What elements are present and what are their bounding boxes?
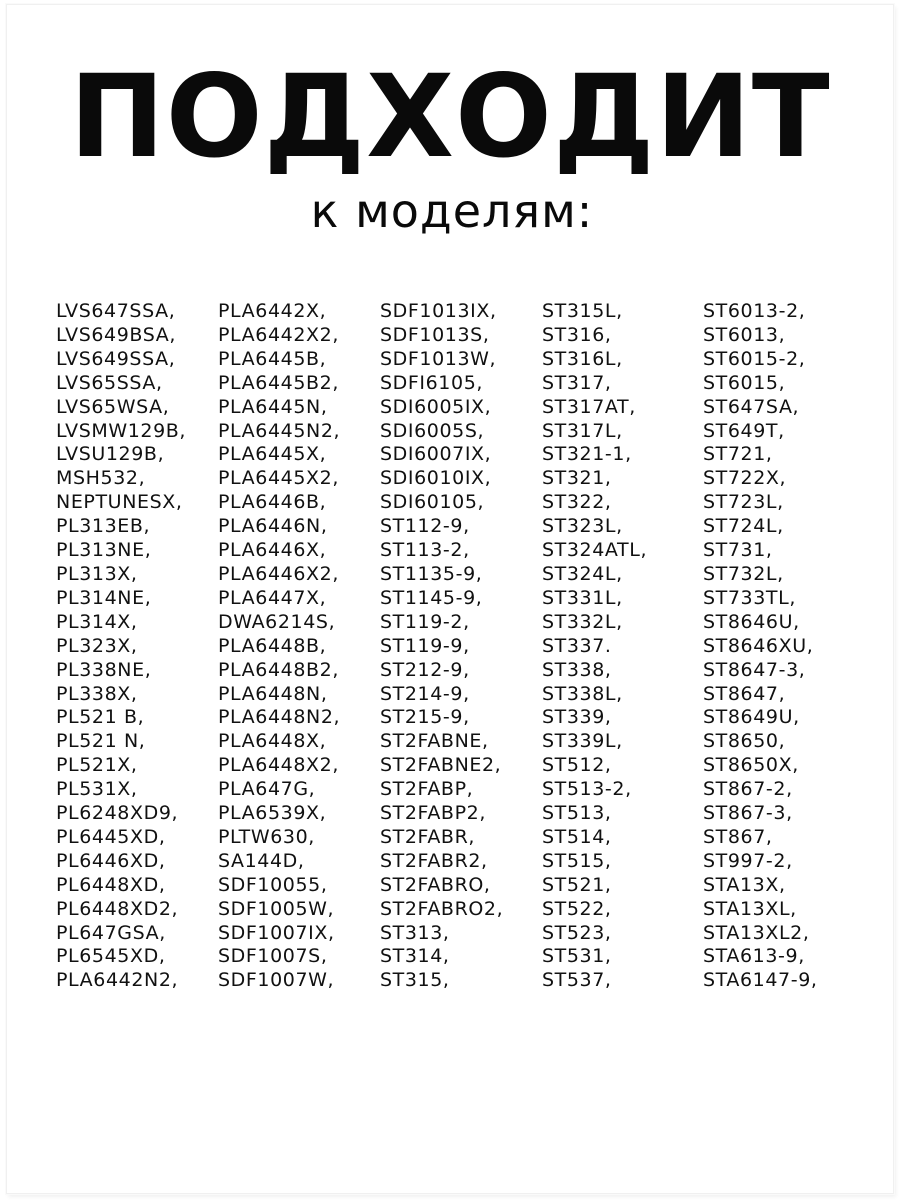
model-item: PLA6446X, (218, 539, 327, 562)
model-item: MSH532, (56, 467, 146, 490)
model-item: ST8649U, (703, 706, 800, 729)
model-item: ST2FABRO2, (380, 897, 504, 920)
page-title: ПОДХОДИТ (69, 50, 831, 183)
model-item: ST338L, (542, 682, 623, 705)
model-item: PL6248XD9, (56, 802, 179, 825)
model-item: ST8650X, (703, 754, 799, 777)
model-item: ST997-2, (703, 849, 793, 872)
model-column-3 (380, 300, 503, 993)
model-item: ST214-9, (380, 682, 470, 705)
model-item: ST523, (542, 921, 612, 944)
model-item: PL338X, (56, 682, 138, 705)
model-item: ST733TL, (703, 586, 796, 609)
model-item: ST215-9, (380, 706, 470, 729)
model-item: PL313NE, (56, 539, 152, 562)
model-item: ST2FABNE2, (380, 754, 502, 777)
model-item: ST314, (380, 945, 450, 968)
model-item: ST647SA, (703, 395, 800, 418)
model-item: ST316, (542, 323, 612, 346)
model-item: ST8647-3, (703, 658, 806, 681)
model-item: ST332L, (542, 610, 623, 633)
model-column-5 (703, 300, 818, 993)
model-item: ST321, (542, 467, 612, 490)
model-item: ST721, (703, 443, 773, 466)
model-item: ST321-1, (542, 443, 632, 466)
model-item: ST2FABP2, (380, 802, 486, 825)
model-item: NEPTUNESX, (56, 491, 183, 514)
model-column-1 (56, 300, 186, 993)
model-column-4 (542, 300, 647, 993)
model-item: SDF1007IX, (218, 921, 335, 944)
model-item: ST723L, (703, 491, 784, 514)
model-list (0, 300, 900, 1000)
model-item: SA144D, (218, 849, 305, 872)
model-item: ST515, (542, 849, 612, 872)
model-item: PL647GSA, (56, 921, 166, 944)
model-item: SDF10055, (218, 873, 328, 896)
model-item: ST2FABR2, (380, 849, 488, 872)
model-item: ST1135-9, (380, 562, 483, 585)
model-item: LVSU129B, (56, 443, 165, 466)
model-item: LVS647SSA, (56, 300, 176, 322)
model-item: ST337. (542, 634, 612, 657)
model-item: PLA6446X2, (218, 562, 339, 585)
model-item: PLA6445N2, (218, 419, 341, 442)
model-item: ST338, (542, 658, 612, 681)
model-item: ST867, (703, 825, 773, 848)
model-item: PLA647G, (218, 778, 316, 801)
model-item: ST317, (542, 371, 612, 394)
model-item: ST313, (380, 921, 450, 944)
model-item: PL338NE, (56, 658, 152, 681)
model-item: LVS649SSA, (56, 347, 176, 370)
model-item: SDI6005S, (380, 419, 485, 442)
page-subtitle: к моделям: (310, 184, 594, 238)
model-item: PLA6448B, (218, 634, 327, 657)
model-item: ST317AT, (542, 395, 636, 418)
model-item: ST537, (542, 969, 612, 992)
model-item: PLA6445X, (218, 443, 327, 466)
model-item: PL6448XD2, (56, 897, 179, 920)
model-item: ST8646U, (703, 610, 800, 633)
model-item: ST317L, (542, 419, 623, 442)
model-item: ST322, (542, 491, 612, 514)
model-item: STA6147-9, (703, 969, 818, 992)
model-item: PL6446XD, (56, 849, 166, 872)
model-item: PL313EB, (56, 515, 151, 538)
model-item: SDF1005W, (218, 897, 335, 920)
model-item: STA613-9, (703, 945, 805, 968)
model-item: PL6448XD, (56, 873, 166, 896)
model-item: PLA6445N, (218, 395, 328, 418)
model-item: ST512, (542, 754, 612, 777)
model-item: ST1145-9, (380, 586, 483, 609)
model-item: ST724L, (703, 515, 784, 538)
model-item: ST8646XU, (703, 634, 814, 657)
model-item: PL314X, (56, 610, 138, 633)
model-item: ST722X, (703, 467, 787, 490)
model-item: SDI6007IX, (380, 443, 492, 466)
model-item: PLA6446B, (218, 491, 327, 514)
model-item: ST522, (542, 897, 612, 920)
model-item: ST732L, (703, 562, 784, 585)
model-item: ST6015-2, (703, 347, 806, 370)
model-item: STA13XL2, (703, 921, 810, 944)
model-item: ST513-2, (542, 778, 632, 801)
model-item: PL6445XD, (56, 825, 166, 848)
model-item: ST2FABP, (380, 778, 474, 801)
model-item: PLA6448X, (218, 730, 327, 753)
model-item: ST6015, (703, 371, 786, 394)
model-item: ST119-9, (380, 634, 470, 657)
model-item: ST212-9, (380, 658, 470, 681)
model-item: PLA6442X, (218, 300, 327, 322)
model-item: ST514, (542, 825, 612, 848)
model-item: ST649T, (703, 419, 785, 442)
model-item: ST513, (542, 802, 612, 825)
model-item: LVSMW129B, (56, 419, 187, 442)
model-item: PL6545XD, (56, 945, 166, 968)
model-item: ST315L, (542, 300, 623, 322)
model-item: ST2FABR, (380, 825, 476, 848)
model-item: PLA6448N2, (218, 706, 341, 729)
model-item: PLA6448B2, (218, 658, 339, 681)
model-item: DWA6214S, (218, 610, 336, 633)
model-item: ST339L, (542, 730, 623, 753)
model-item: ST731, (703, 539, 773, 562)
model-item: LVS65SSA, (56, 371, 163, 394)
model-item: PLA6447X, (218, 586, 327, 609)
model-item: ST867-3, (703, 802, 793, 825)
model-item: PL521X, (56, 754, 138, 777)
model-column-2 (218, 300, 340, 993)
model-item: PL314NE, (56, 586, 152, 609)
model-item: ST119-2, (380, 610, 470, 633)
model-item: ST315, (380, 969, 450, 992)
model-item: PLTW630, (218, 825, 315, 848)
model-item: ST8647, (703, 682, 786, 705)
model-item: PL521 B, (56, 706, 145, 729)
model-item: ST316L, (542, 347, 623, 370)
model-item: ST112-9, (380, 515, 470, 538)
model-item: ST113-2, (380, 539, 470, 562)
model-item: LVS649BSA, (56, 323, 176, 346)
model-item: PLA6446N, (218, 515, 328, 538)
model-item: ST2FABRO, (380, 873, 491, 896)
model-item: ST6013-2, (703, 300, 806, 322)
model-item: SDI6010IX, (380, 467, 492, 490)
model-item: SDF1013S, (380, 323, 490, 346)
model-item: ST339, (542, 706, 612, 729)
model-item: PLA6448X2, (218, 754, 339, 777)
model-item: SDFI6105, (380, 371, 484, 394)
model-item: PLA6539X, (218, 802, 327, 825)
model-item: ST2FABNE, (380, 730, 489, 753)
model-item: SDF1007S, (218, 945, 328, 968)
model-item: ST531, (542, 945, 612, 968)
model-item: ST8650, (703, 730, 786, 753)
model-item: SDI60105, (380, 491, 485, 514)
model-item: PL521 N, (56, 730, 146, 753)
model-item: PLA6442X2, (218, 323, 339, 346)
model-item: ST324ATL, (542, 539, 648, 562)
model-item: ST867-2, (703, 778, 793, 801)
model-item: SDF1013IX, (380, 300, 497, 322)
model-item: STA13XL, (703, 897, 797, 920)
model-item: ST323L, (542, 515, 623, 538)
model-item: PLA6448N, (218, 682, 328, 705)
model-item: PL531X, (56, 778, 138, 801)
model-item: ST331L, (542, 586, 623, 609)
model-item: SDF1013W, (380, 347, 497, 370)
model-item: LVS65WSA, (56, 395, 170, 418)
model-item: SDI6005IX, (380, 395, 492, 418)
model-item: ST6013, (703, 323, 786, 346)
model-item: PLA6445X2, (218, 467, 339, 490)
model-item: PLA6445B2, (218, 371, 339, 394)
model-item: ST521, (542, 873, 612, 896)
model-item: PL313X, (56, 562, 138, 585)
model-item: PLA6445B, (218, 347, 327, 370)
model-item: PLA6442N2, (56, 969, 179, 992)
model-item: PL323X, (56, 634, 138, 657)
model-item: SDF1007W, (218, 969, 335, 992)
model-item: ST324L, (542, 562, 623, 585)
model-item: STA13X, (703, 873, 786, 896)
